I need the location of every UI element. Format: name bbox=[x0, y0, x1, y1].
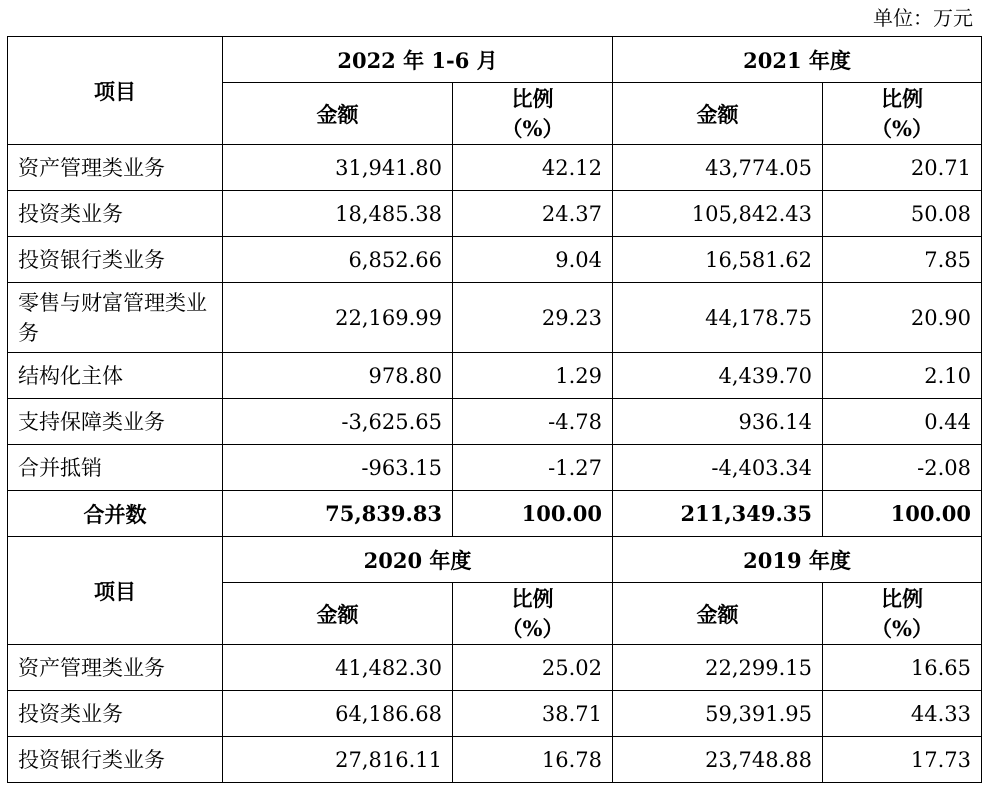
total-row bbox=[8, 491, 982, 537]
total-amount-cell: 75,839.83 bbox=[223, 491, 453, 537]
item-header: 项目 bbox=[8, 37, 223, 145]
period-header-2019: 2019 年度 bbox=[613, 537, 982, 583]
ratio-header bbox=[823, 583, 982, 645]
amount-cell: 64,186.68 bbox=[223, 691, 453, 737]
row-label: 零售与财富管理类业务 bbox=[8, 283, 223, 353]
ratio-cell: -4.78 bbox=[453, 399, 613, 445]
unit-label: 单位：万元 bbox=[873, 6, 973, 30]
table-row bbox=[8, 191, 982, 237]
ratio-header-line1: 比例 bbox=[511, 585, 554, 611]
ratio-cell: 1.29 bbox=[453, 353, 613, 399]
amount-header: 金额 bbox=[613, 583, 823, 645]
row-label: 投资银行类业务 bbox=[8, 237, 223, 283]
ratio-cell: 9.04 bbox=[453, 237, 613, 283]
amount-header: 金额 bbox=[613, 83, 823, 145]
row-label: 资产管理类业务 bbox=[8, 645, 223, 691]
amount-cell: 978.80 bbox=[223, 353, 453, 399]
ratio-cell: 16.65 bbox=[823, 645, 982, 691]
amount-cell: 6,852.66 bbox=[223, 237, 453, 283]
table-row bbox=[8, 399, 982, 445]
row-label: 合并抵销 bbox=[8, 445, 223, 491]
ratio-cell: 7.85 bbox=[823, 237, 982, 283]
table-row bbox=[8, 645, 982, 691]
amount-cell: 22,169.99 bbox=[223, 283, 453, 353]
ratio-header-line1: 比例 bbox=[881, 585, 924, 611]
table-row bbox=[8, 145, 982, 191]
amount-cell: -963.15 bbox=[223, 445, 453, 491]
table-row bbox=[8, 237, 982, 283]
ratio-cell: 20.90 bbox=[823, 283, 982, 353]
amount-cell: 31,941.80 bbox=[223, 145, 453, 191]
ratio-header-line1: 比例 bbox=[881, 85, 924, 111]
ratio-header-line2: （%） bbox=[871, 115, 933, 141]
amount-cell: 41,482.30 bbox=[223, 645, 453, 691]
period-header-2021: 2021 年度 bbox=[613, 37, 982, 83]
amount-cell: -3,625.65 bbox=[223, 399, 453, 445]
total-ratio-cell: 100.00 bbox=[453, 491, 613, 537]
amount-cell: 23,748.88 bbox=[613, 737, 823, 783]
ratio-cell: 44.33 bbox=[823, 691, 982, 737]
amount-cell: 18,485.38 bbox=[223, 191, 453, 237]
row-label: 资产管理类业务 bbox=[8, 145, 223, 191]
ratio-cell: 17.73 bbox=[823, 737, 982, 783]
row-label: 支持保障类业务 bbox=[8, 399, 223, 445]
amount-cell: -4,403.34 bbox=[613, 445, 823, 491]
item-header: 项目 bbox=[8, 537, 223, 645]
ratio-cell: 29.23 bbox=[453, 283, 613, 353]
revenue-segment-table bbox=[7, 36, 982, 783]
row-label: 投资类业务 bbox=[8, 191, 223, 237]
ratio-cell: 20.71 bbox=[823, 145, 982, 191]
header-row-periods bbox=[8, 37, 982, 83]
amount-header: 金额 bbox=[223, 83, 453, 145]
ratio-cell: 16.78 bbox=[453, 737, 613, 783]
amount-cell: 105,842.43 bbox=[613, 191, 823, 237]
ratio-cell: -1.27 bbox=[453, 445, 613, 491]
ratio-cell: 42.12 bbox=[453, 145, 613, 191]
table-row bbox=[8, 737, 982, 783]
table-row bbox=[8, 445, 982, 491]
table-row bbox=[8, 691, 982, 737]
amount-cell: 59,391.95 bbox=[613, 691, 823, 737]
ratio-cell: 38.71 bbox=[453, 691, 613, 737]
ratio-cell: 0.44 bbox=[823, 399, 982, 445]
amount-cell: 936.14 bbox=[613, 399, 823, 445]
ratio-header-line2: （%） bbox=[871, 615, 933, 641]
total-amount-cell: 211,349.35 bbox=[613, 491, 823, 537]
total-label: 合并数 bbox=[8, 491, 223, 537]
period-header-2022h1: 2022 年 1-6 月 bbox=[223, 37, 613, 83]
amount-cell: 27,816.11 bbox=[223, 737, 453, 783]
amount-cell: 44,178.75 bbox=[613, 283, 823, 353]
row-label: 投资银行类业务 bbox=[8, 737, 223, 783]
ratio-header bbox=[453, 583, 613, 645]
ratio-cell: 50.08 bbox=[823, 191, 982, 237]
ratio-header-line2: （%） bbox=[501, 115, 564, 141]
total-ratio-cell: 100.00 bbox=[823, 491, 982, 537]
ratio-header bbox=[453, 83, 613, 145]
period-header-2020: 2020 年度 bbox=[223, 537, 613, 583]
amount-cell: 43,774.05 bbox=[613, 145, 823, 191]
ratio-cell: 24.37 bbox=[453, 191, 613, 237]
table-row bbox=[8, 283, 982, 353]
ratio-header-line1: 比例 bbox=[511, 85, 554, 111]
amount-cell: 22,299.15 bbox=[613, 645, 823, 691]
header-row-periods bbox=[8, 537, 982, 583]
amount-cell: 4,439.70 bbox=[613, 353, 823, 399]
ratio-cell: -2.08 bbox=[823, 445, 982, 491]
table-row bbox=[8, 353, 982, 399]
ratio-cell: 2.10 bbox=[823, 353, 982, 399]
row-label: 投资类业务 bbox=[8, 691, 223, 737]
row-label: 结构化主体 bbox=[8, 353, 223, 399]
amount-cell: 16,581.62 bbox=[613, 237, 823, 283]
ratio-cell: 25.02 bbox=[453, 645, 613, 691]
ratio-header-line2: （%） bbox=[501, 615, 564, 641]
ratio-header bbox=[823, 83, 982, 145]
amount-header: 金额 bbox=[223, 583, 453, 645]
